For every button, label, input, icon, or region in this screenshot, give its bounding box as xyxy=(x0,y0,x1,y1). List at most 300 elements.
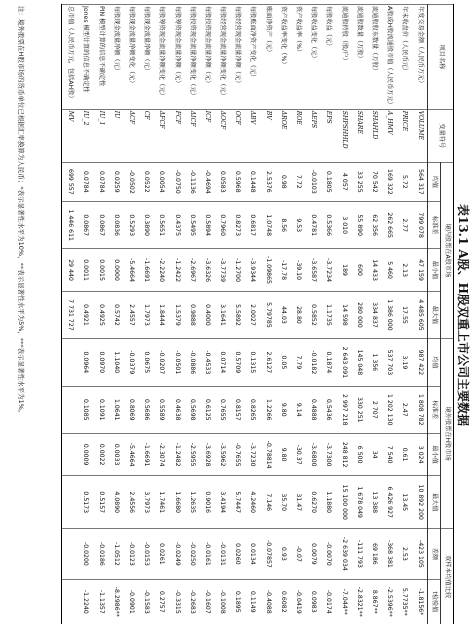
table-cell: 4 057 xyxy=(336,162,351,201)
table-cell: -0.0153 xyxy=(138,529,153,579)
table-row xyxy=(245,5,260,625)
table-cell: 0.0022 xyxy=(93,433,108,475)
table-cell: -2.5396** xyxy=(381,579,396,624)
table-cell: -0.4694 xyxy=(199,162,214,201)
subheader-cell: t检验值 xyxy=(428,579,441,624)
table-cell: 1.1735 xyxy=(321,291,336,338)
table-cell xyxy=(62,529,78,579)
table-cell: 169 322 xyxy=(381,162,396,201)
row-item-name: 每股经营现金流量净额变化（元） xyxy=(214,5,229,110)
table-cell: 2.5376 xyxy=(260,162,275,201)
table-cell: 4.0890 xyxy=(108,476,123,529)
row-var-symbol: ΔEPS xyxy=(306,109,321,162)
table-row xyxy=(412,5,428,625)
table-cell: 0.5698 xyxy=(184,386,199,433)
row-var-symbol: SHPSHHLD xyxy=(336,109,351,162)
table-cell: -0.0901 xyxy=(123,579,138,624)
table-cell: 248 812 xyxy=(336,433,351,475)
table-cell: 0.05 xyxy=(275,339,290,386)
table-cell: 0.0260 xyxy=(230,529,245,579)
table-title: 表13.1 A股、H股双重上市公司主要数据 xyxy=(456,203,470,427)
header-item: 项目名称 xyxy=(428,5,454,110)
table-cell: -0.0070 xyxy=(321,529,336,579)
table-row xyxy=(154,5,169,625)
table-cell: -3.6326 xyxy=(199,249,214,291)
header-group-a: 境内股票在A股市场 xyxy=(441,162,454,338)
table-cell: 1 386 000 xyxy=(381,291,396,338)
table-cell: 699 557 xyxy=(62,162,78,201)
row-item-name: 资产收益率（%） xyxy=(290,5,305,110)
table-cell: 55 890 xyxy=(351,202,366,249)
table-cell: 0.9016 xyxy=(199,476,214,529)
table-cell: 15 100 000 xyxy=(336,476,351,529)
table-cell: -30.37 xyxy=(290,433,305,475)
table-cell: 13 388 xyxy=(366,476,381,529)
table-cell: 1 678 049 xyxy=(351,476,366,529)
table-cell: 0.0675 xyxy=(138,339,153,386)
table-cell: -0.1136 xyxy=(184,162,199,201)
table-cell: 0.0983 xyxy=(306,579,321,624)
table-cell: 13.45 xyxy=(397,476,412,529)
table-cell: 0.2757 xyxy=(154,579,169,624)
table-cell: -3.7739 xyxy=(214,249,229,291)
row-item-name: PIN 模型计算的信息不确定性 xyxy=(93,5,108,110)
table-cell: 47 159 xyxy=(412,249,428,291)
table-cell: -0.0501 xyxy=(169,339,184,386)
table-cell: -1.09865 xyxy=(260,249,275,291)
row-var-symbol: ΔICF xyxy=(184,109,199,162)
table-cell: 0.0836 xyxy=(108,202,123,249)
table-cell: -3.9344 xyxy=(245,249,260,291)
table-cell: 7.146 xyxy=(260,476,275,529)
row-var-symbol: ICF xyxy=(199,109,214,162)
table-cell: 6 426 927 xyxy=(381,476,396,529)
table-cell: 1.7973 xyxy=(138,291,153,338)
table-cell: 5.7735** xyxy=(397,579,412,624)
table-cell: -1.2422 xyxy=(169,249,184,291)
table-cell: 7 540 xyxy=(381,433,396,475)
header-group-h: 境外股票在H股市场 xyxy=(441,339,454,529)
table-cell: 17.55 xyxy=(397,291,412,338)
table-cell: 0.0259 xyxy=(108,162,123,201)
table-cell: -3.7300 xyxy=(321,433,336,475)
table-cell: -39.10 xyxy=(290,249,305,291)
table-cell: 9.80 xyxy=(275,433,290,475)
row-item-name: 每股投资现金流量净额（元） xyxy=(199,5,214,110)
row-item-name: 资产收益率变化（%） xyxy=(275,5,290,110)
table-cell: -0.0103 xyxy=(306,162,321,201)
table-cell: -3.5962 xyxy=(214,433,229,475)
table-cell: -0.0379 xyxy=(123,339,138,386)
row-item-name: 每股筹资现金流量净额变化（元） xyxy=(154,5,169,110)
table-cell: 280 000 xyxy=(351,291,366,338)
table-cell: -0.1583 xyxy=(138,579,153,624)
row-item-name: 年末收盘价（人民币元） xyxy=(397,5,412,110)
table-cell: 4 485 605 xyxy=(412,291,428,338)
row-var-symbol: IU_1 xyxy=(93,109,108,162)
table-cell: 69 186 xyxy=(366,529,381,579)
table-cell: 0.1149 xyxy=(245,579,260,624)
table-cell: 0.1085 xyxy=(78,386,93,433)
row-var-symbol: IU_2 xyxy=(78,109,93,162)
row-item-name: 每股现金流量净额（元） xyxy=(138,5,153,110)
table-cell: 44.03 xyxy=(275,291,290,338)
table-cell: -0.0207 xyxy=(154,339,169,386)
table-cell: -2.8321** xyxy=(351,579,366,624)
table-cell: 1.8444 xyxy=(154,291,169,338)
subheader-cell: 均值 xyxy=(428,162,441,201)
table-cell: -0.4533 xyxy=(199,339,214,386)
row-item-name: 年度交易金额（人民币万元） xyxy=(412,5,428,110)
row-item-name: 每股收益（元） xyxy=(321,5,336,110)
table-cell: -0.78814 xyxy=(260,433,275,475)
table-cell: -1.2700 xyxy=(230,249,245,291)
table-cell: -0.0886 xyxy=(184,339,199,386)
table-cell: 4.2460 xyxy=(245,476,260,529)
table-cell: 1.2635 xyxy=(184,476,199,529)
table-cell: 3 024 xyxy=(412,433,428,475)
table-cell: 6 500 xyxy=(351,433,366,475)
table-cell: 0.6817 xyxy=(245,202,260,249)
table-cell: 1.0748 xyxy=(260,202,275,249)
table-cell: 5.79785 xyxy=(260,291,275,338)
row-var-symbol: ΔFCF xyxy=(154,109,169,162)
table-cell: -0.0200 xyxy=(78,529,93,579)
table-row xyxy=(290,5,305,625)
table-cell: -0.07857 xyxy=(260,529,275,579)
row-var-symbol: ROE xyxy=(290,109,305,162)
table-cell: 0.0970 xyxy=(93,339,108,386)
table-cell: 0.6082 xyxy=(275,579,290,624)
row-var-symbol: ΔOCF xyxy=(214,109,229,162)
table-cell: 0.0015 xyxy=(93,249,108,291)
table-cell: 8.867** xyxy=(366,579,381,624)
table-cell: 7.79 xyxy=(290,339,305,386)
table-cell: 9.53 xyxy=(290,202,305,249)
table-cell: -0.0131 xyxy=(214,529,229,579)
table-cell: 8.56 xyxy=(275,202,290,249)
table-cell: -2.5955 xyxy=(184,433,199,475)
table-cell: 334 837 xyxy=(366,291,381,338)
table-cell: 3 010 xyxy=(336,202,351,249)
table-cell: -0.0182 xyxy=(306,339,321,386)
table-cell: 0.0867 xyxy=(78,202,93,249)
row-var-symbol: ΔROE xyxy=(275,109,290,162)
table-cell: 0.4888 xyxy=(306,386,321,433)
table-row xyxy=(123,5,138,625)
row-item-name: 每股现金流量净额变化（元） xyxy=(123,5,138,110)
row-item-name: A股或H股流通股市值（人民币万元） xyxy=(381,5,396,110)
row-var-symbol: PRICE xyxy=(397,109,412,162)
subheader-cell: 标准差 xyxy=(428,386,441,433)
table-cell: -1.0512 xyxy=(108,529,123,579)
row-var-symbol: FCF xyxy=(169,109,184,162)
table-cell: -1.1357 xyxy=(93,579,108,624)
table-cell: 0.0009 xyxy=(78,433,93,475)
header-var: 变量符号 xyxy=(428,109,454,162)
table-cell: 35.70 xyxy=(275,476,290,529)
table-cell: 0.5589 xyxy=(154,386,169,433)
row-var-symbol: ΔCF xyxy=(123,109,138,162)
row-item-name: 每股投资现金流量净额变化（元） xyxy=(184,5,199,110)
table-cell: -5.4664 xyxy=(123,249,138,291)
table-cell: -0.0250 xyxy=(184,529,199,579)
row-item-name: 总市值（人民币万元，包括AH股） xyxy=(62,5,78,110)
subheader-cell: 差额 xyxy=(428,529,441,579)
subheader-cell: 最大值 xyxy=(428,291,441,338)
row-item-name: 流通股股东数量（万股） xyxy=(366,5,381,110)
table-cell: -0.3315 xyxy=(169,579,184,624)
table-cell: 3.1641 xyxy=(214,291,229,338)
table-row xyxy=(62,5,78,625)
table-cell: -0.0419 xyxy=(290,579,305,624)
table-cell: -368 381 xyxy=(381,529,396,579)
table-cell: -2.2240 xyxy=(154,249,169,291)
table-cell: 2 643 091 xyxy=(336,339,351,386)
table-cell: 1 808 782 xyxy=(412,386,428,433)
table-cell: 14 433 xyxy=(366,249,381,291)
table-cell: 2.4556 xyxy=(123,476,138,529)
table-cell: -3.6587 xyxy=(306,249,321,291)
table-cell: 0.8157 xyxy=(230,386,245,433)
table-cell: 0.5651 xyxy=(154,202,169,249)
table-cell: 0.8265 xyxy=(245,386,260,433)
table-cell: 33 255 xyxy=(351,162,366,201)
table-cell: 0.0261 xyxy=(154,529,169,579)
table-cell: 0.1448 xyxy=(245,162,260,201)
table-cell: 2.6127 xyxy=(260,339,275,386)
table-cell: -0.0502 xyxy=(123,162,138,201)
table-cell: 0.8069 xyxy=(123,386,138,433)
table-row xyxy=(381,5,396,625)
table-row xyxy=(93,5,108,625)
row-var-symbol: IU xyxy=(108,109,123,162)
table-cell: -0.0750 xyxy=(169,162,184,201)
table-cell: 2 997 218 xyxy=(336,386,351,433)
table-cell: 0.6125 xyxy=(199,386,214,433)
table-cell: 0.61 xyxy=(397,433,412,475)
table-cell: 0.5173 xyxy=(78,476,93,529)
table-cell: 2.77 xyxy=(397,202,412,249)
table-cell: 0.0964 xyxy=(78,339,93,386)
table-cell: -1.2482 xyxy=(169,433,184,475)
table-cell: 0.5366 xyxy=(321,202,336,249)
subheader-cell: 标准差 xyxy=(428,202,441,249)
table-cell: 28.80 xyxy=(290,291,305,338)
table-row xyxy=(108,5,123,625)
table-cell: 3.4194 xyxy=(214,476,229,529)
table-cell: 7.72 xyxy=(290,162,305,201)
table-cell: 0.0033 xyxy=(108,433,123,475)
table-cell: 0.7655 xyxy=(214,386,229,433)
table-cell: 1 202 130 xyxy=(381,386,396,433)
table-cell: -0.1607 xyxy=(199,579,214,624)
table-cell xyxy=(62,579,78,624)
table-cell: 987 422 xyxy=(412,339,428,386)
row-var-symbol: SHARE xyxy=(351,109,366,162)
row-var-symbol: MV xyxy=(62,109,78,162)
table-cell: 9.80 xyxy=(275,386,290,433)
row-var-symbol: A_HMV xyxy=(381,109,396,162)
table-cell: 3.7973 xyxy=(138,476,153,529)
table-cell: -3.7230 xyxy=(245,433,260,475)
data-table xyxy=(62,4,455,624)
table-cell: 2 707 xyxy=(366,386,381,433)
table-cell: 2.13 xyxy=(397,249,412,291)
table-cell: -0.4088 xyxy=(260,579,275,624)
table-cell xyxy=(62,386,78,433)
table-row xyxy=(397,5,412,625)
table-row xyxy=(214,5,229,625)
table-cell: -0.0174 xyxy=(321,579,336,624)
table-cell: -111 793 xyxy=(351,529,366,579)
table-cell: 1.0641 xyxy=(108,386,123,433)
subheader-cell: 最大值 xyxy=(428,476,441,529)
table-cell: 0.0583 xyxy=(214,162,229,201)
table-cell: 0.9888 xyxy=(184,291,199,338)
table-cell: 1.2266 xyxy=(260,386,275,433)
table-cell: 564 317 xyxy=(412,162,428,201)
table-cell: -3.6800 xyxy=(306,433,321,475)
table-cell: -1.6691 xyxy=(138,433,153,475)
subheader-cell: 最小值 xyxy=(428,249,441,291)
table-row xyxy=(260,5,275,625)
row-item-name: 每股现金流量净额（元） xyxy=(108,5,123,110)
table-cell: 0.1895 xyxy=(230,579,245,624)
table-cell: 0.1315 xyxy=(245,339,260,386)
row-var-symbol: CF xyxy=(138,109,153,162)
row-var-symbol: EPS xyxy=(321,109,336,162)
table-cell: 0.0522 xyxy=(138,162,153,201)
table-cell: 0.5894 xyxy=(199,202,214,249)
table-cell: -423 105 xyxy=(412,529,428,579)
table-cell: -2.6967 xyxy=(184,249,199,291)
table-cell: 0.5686 xyxy=(138,386,153,433)
table-row xyxy=(351,5,366,625)
table-cell: 5.5892 xyxy=(230,291,245,338)
table-cell: 0.0784 xyxy=(78,162,93,201)
row-var-symbol: ΔBV xyxy=(245,109,260,162)
table-cell: 0.5968 xyxy=(230,162,245,201)
table-cell: -0.1008 xyxy=(214,579,229,624)
row-var-symbol: VOLUME xyxy=(412,109,428,162)
table-cell: 0.5436 xyxy=(321,386,336,433)
table-cell xyxy=(62,476,78,529)
table-cell: 1 446 611 xyxy=(62,202,78,249)
table-cell: 0.5157 xyxy=(93,476,108,529)
table-cell: -0.07 xyxy=(290,529,305,579)
table-cell: 0.98 xyxy=(275,162,290,201)
table-cell: -3.7234 xyxy=(321,249,336,291)
table-cell: 0.4638 xyxy=(169,386,184,433)
table-cell: 34 xyxy=(366,433,381,475)
table-cell: 2.53 xyxy=(397,529,412,579)
row-item-name: 流通股持股（股/户） xyxy=(336,5,351,110)
table-cell: 0.8273 xyxy=(230,202,245,249)
table-cell: 330 251 xyxy=(351,386,366,433)
table-cell: 0.4925 xyxy=(93,291,108,338)
table-cell: 7 731 727 xyxy=(62,291,78,338)
row-var-symbol: BV xyxy=(260,109,275,162)
table-cell: -0.7655 xyxy=(230,433,245,475)
table-cell: 31.47 xyxy=(290,476,305,529)
row-item-name: 账面净资产（元） xyxy=(260,5,275,110)
table-cell: 0.0134 xyxy=(245,529,260,579)
table-cell: 0.1805 xyxy=(321,162,336,201)
row-var-symbol: SHAHLD xyxy=(366,109,381,162)
table-cell: -1.2240 xyxy=(78,579,93,624)
table-cell: -5.4664 xyxy=(123,433,138,475)
table-row xyxy=(78,5,93,625)
table-cell: 189 xyxy=(336,249,351,291)
table-cell: -2.3074 xyxy=(154,433,169,475)
table-cell: 70 542 xyxy=(366,162,381,201)
table-cell: 0.0784 xyxy=(93,162,108,201)
table-cell: 5.72 xyxy=(397,162,412,201)
row-item-name: 每股收益变化（元） xyxy=(306,5,321,110)
table-cell: 0.7960 xyxy=(214,202,229,249)
row-item-name: 流通股数量（万股） xyxy=(351,5,366,110)
table-cell: 1.5379 xyxy=(169,291,184,338)
table-cell: 145 048 xyxy=(351,339,366,386)
table-cell: 1 356 xyxy=(366,339,381,386)
table-cell: 0.3890 xyxy=(138,202,153,249)
table-cell: 0.4921 xyxy=(78,291,93,338)
table-cell: -0.0123 xyxy=(123,529,138,579)
table-cell: -8.2986** xyxy=(108,579,123,624)
table-cell: 0.5293 xyxy=(123,202,138,249)
table-cell: 262 665 xyxy=(381,202,396,249)
table-row xyxy=(336,5,351,625)
table-row xyxy=(184,5,199,625)
table-cell: 0.5495 xyxy=(184,202,199,249)
row-item-name: Jones 模型计算的信息不确定性 xyxy=(78,5,93,110)
table-cell: 0.0714 xyxy=(214,339,229,386)
table-cell: 1.7461 xyxy=(154,476,169,529)
table-cell: 0.5709 xyxy=(230,339,245,386)
table-cell: -1.8156* xyxy=(412,579,428,624)
table-cell: -7.044** xyxy=(336,579,351,624)
table-cell: 29 440 xyxy=(62,249,78,291)
table-cell: 10 892 200 xyxy=(412,476,428,529)
table-cell: 14 598 xyxy=(336,291,351,338)
row-item-name: 每股账面净资产变化（元） xyxy=(245,5,260,110)
table-cell xyxy=(62,339,78,386)
table-cell: 0.4375 xyxy=(169,202,184,249)
table-body xyxy=(62,5,428,625)
table-cell: 5.7447 xyxy=(230,476,245,529)
table-row xyxy=(169,5,184,625)
table-row xyxy=(138,5,153,625)
row-var-symbol: OCF xyxy=(230,109,245,162)
subheader-cell: 均值 xyxy=(428,339,441,386)
table-cell: -2 639 034 xyxy=(336,529,351,579)
header-group-diff: 双样本均值比较 xyxy=(441,529,454,624)
table-cell: 0.0011 xyxy=(78,249,93,291)
table-cell: 799 078 xyxy=(412,202,428,249)
table-cell: 0.0000 xyxy=(108,249,123,291)
table-row xyxy=(230,5,245,625)
table-cell: 9.14 xyxy=(290,386,305,433)
table-cell: 0.4000 xyxy=(199,291,214,338)
table-cell: -0.0249 xyxy=(169,529,184,579)
row-item-name: 每股经营现金流量净额（元） xyxy=(230,5,245,110)
table-cell: 2.4557 xyxy=(123,291,138,338)
table-cell: -3.6928 xyxy=(199,433,214,475)
table-cell: -0.0186 xyxy=(93,529,108,579)
table-cell: 2.0027 xyxy=(245,291,260,338)
table-cell: 0.6270 xyxy=(306,476,321,529)
